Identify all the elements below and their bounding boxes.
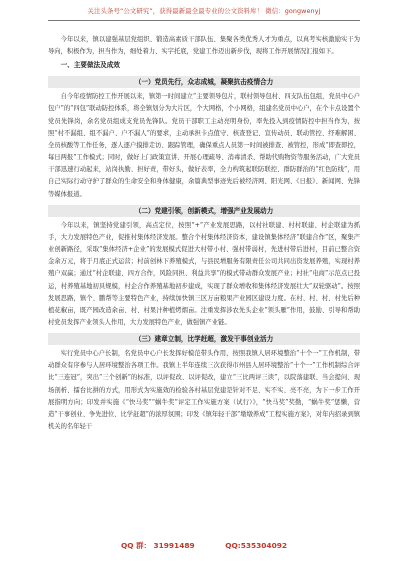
subheading-3: （三）建章立制，比学赶超，激发干事创业活力	[48, 333, 360, 345]
paragraph-1: 自今年疫情防控工作开展以来，镇第一时间建立“主要领导包片，联村领导包村、四支队伍包组，党员中心户包户”的“四包”联动防控体系，将全镇划分为大片区，个大网格，个小网格，组建名党员中心户，在个卡点设置个党员先锋岗，余名党员组成支党员先锋队。党员干部职工主动亮明身份，率先投入到疫情防控中担当作为，按照“村不漏组、组不漏户、户不漏人”的要求，主动承担卡点值守、核查登记、宣传动员、联动管控、纾难解困、全员核酸等工作任务，逐人逐户摸排走访、跟踪管理，确保重点人员第一时间被排查、被管控，形成“即查即控，每日两报”工作模式；同时，做好上门政策宣讲、开展心理疏导、消毒清杀、帮助代购物资等服务活动，广大党员干部迅速行动起来，站岗执勤、担好责，带好头，做好表率，全力构筑起联防联控、群防群治的“红色防线”，用自己实际行动守护了群众的生命安全和身体健康，余篇典型事迹先后被经济网、阳光网、《日报》、新闻网、先锋等媒体报道。	[48, 93, 360, 198]
paragraph-3: 实行党员中心户长制，名党员中心户长发挥好模范带头作用，按照我镇人居环境整治“十个一”工作机制，带动群众有序参与人居环境整治各项工作。我镇上半年连续三次获得市州县人居环境整治“十个一”工作机制综合评比“三连冠”，突出“三个创新”的标准，以评促改、以评促改，建立“三比两评三读”，以院落建联、当会提问、现场剖析、擂台比拼的方式，用形式为实施效的检验各村基层党建是针对不足、实不实、亮不亮，为下一步工作开展指明方向；印发并实施《“快马奖”“蜗牛奖”评定工作实施方案（试行）》，“快马奖”奖勤，“蜗牛奖”惩懒，营造“干事创业、争先进位、比学赶超”的浓厚氛围；印发《镇年轻干部“墩墩养成”工程实施方案》，对年内招录到镇机关的名年轻干	[48, 350, 360, 431]
footer-qq-number: QQ:535304092	[225, 541, 288, 550]
section-heading: 一、主要做法及成效	[60, 61, 120, 70]
subheading-1: （一）党员先行，众志成城，凝聚抗击疫情合力	[48, 76, 360, 88]
footer-qq-group: QQ 群： 31991489	[120, 541, 195, 550]
footer-contact	[0, 540, 408, 554]
header-divider	[48, 20, 360, 21]
subheading-2: （二）党建引领，创新模式，增强产业发展动力	[48, 205, 360, 217]
document-body	[48, 34, 360, 433]
header-banner: 关注头条号“公文研究”，获得最新最全最专业的公文资料库！ 微信：gongwenyj	[87, 7, 321, 15]
intro-paragraph: 今年以来，镇以建强基层党组织、锻造高素质干部队伍、集聚各类优秀人才为重点，以真考实核激励实干为导向，积极作为，担当作为，细处着力、实字托底，党建工作迈出新步伐，现将工作开展情况汇报如下。	[48, 36, 360, 56]
paragraph-2: 今年以来，镇坚持党建引领，高点定位，按照“+”产业发展思路，以村社联建、村村联建、村企联建为抓手，大力发展特色产业，促推村集体经济发展。整合个村集体经济资本，建设镇集体经济“联建合作”区，聚集产业创新路径，采取“集体经济+企业”的发展模式促进大村带小村、强村带弱村，先进村带后进村，目前已整合资金余万元，将于月底正式运营；村前创林下养殖模式，与县民增服务有限责任公司共同出资发展养殖，实现村养殖户双赢；通过“村企联建、四方合作，风险同担、利益共享”的模式带动群众发展产业；村社“电商”示范点已投运，村养殖基地初具规模，村企合作养殖基地初步建成，实现了群众增收和集体经济发展壮大“双轮驱动”。按照发展思路，镇个、鹏帮等主要特色产业，持续加快镇三区万亩粮果产业园区建设力度。在村、村、村、村先后种植花椒亩，既产园改造余亩、村、村果汁种植烤烟亩。注重发挥涉农先头企业“领头雁”作用，鼓励、引导和帮助村党员发挥产业领头人作用，大力发展特色产业，做强镇产业链。	[48, 221, 360, 326]
